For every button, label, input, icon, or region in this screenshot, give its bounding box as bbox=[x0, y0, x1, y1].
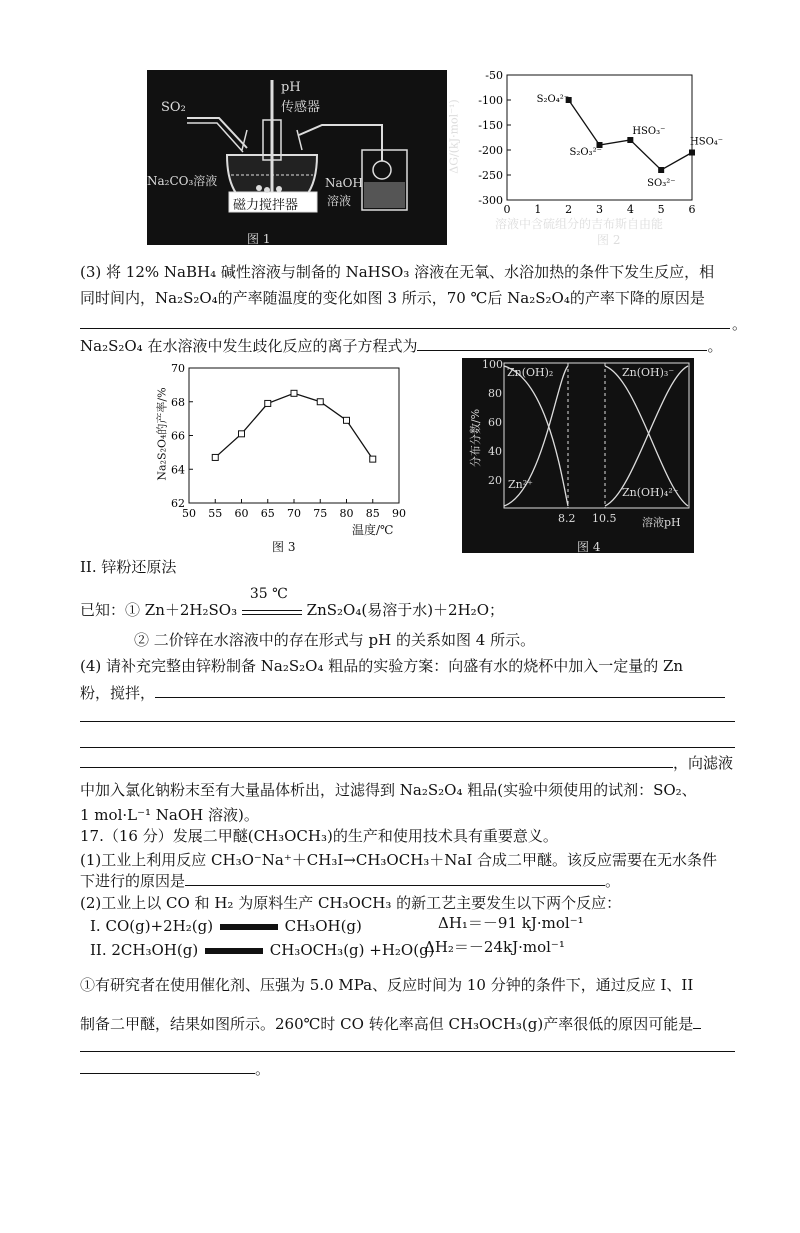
q4-line-1: (4) 请补充完整由锌粉制备 Na₂S₂O₄ 粗品的实验方案：向盛有水的烧杯中加入一定量的 Zn bbox=[80, 657, 684, 675]
q17-answer-blank-1[interactable] bbox=[185, 870, 605, 886]
fig2-point bbox=[689, 150, 695, 156]
fig3-point bbox=[370, 456, 376, 462]
q3-line-4 bbox=[80, 335, 722, 356]
fig2-point bbox=[627, 137, 633, 143]
fig2-xtick: 2 bbox=[565, 203, 573, 216]
figure-1-2-panel bbox=[147, 69, 724, 247]
naoh-solution-label: 溶液 bbox=[327, 194, 352, 208]
q17-p1-end: 。 bbox=[605, 872, 621, 890]
reaction-2 bbox=[90, 940, 435, 960]
q17-answer-blank-2c[interactable] bbox=[80, 1058, 255, 1074]
q4-answer-blank-4[interactable] bbox=[80, 752, 673, 768]
fig2-point-label: SO₃²⁻ bbox=[647, 178, 676, 189]
fig4-ytick-20: 20 bbox=[488, 474, 502, 487]
r2-equilibrium-sign bbox=[205, 948, 263, 954]
fig3-point bbox=[291, 390, 297, 396]
fig3-point bbox=[212, 454, 218, 460]
q3-line-4-text: Na₂S₂O₄ 在水溶液中发生歧化反应的离子方程式为 bbox=[80, 337, 418, 355]
so2-label: SO₂ bbox=[161, 100, 186, 115]
fig3-xtick: 50 bbox=[182, 507, 196, 520]
fig3-ylabel: Na₂S₂O₄的产率/% bbox=[155, 387, 169, 481]
gibbs-chart bbox=[447, 69, 724, 230]
fig4-ytick-60: 60 bbox=[488, 416, 502, 429]
sensor-label: 传感器 bbox=[281, 100, 321, 115]
q4-line-5-end: ，向滤液 bbox=[673, 754, 734, 772]
fig2-ytick: -300 bbox=[478, 194, 503, 207]
r1-left: I. CO(g)+2H₂(g) bbox=[90, 917, 214, 935]
q17-answer-blank-2b[interactable] bbox=[80, 1050, 735, 1052]
fig2-xtick: 1 bbox=[534, 203, 542, 216]
r2-dh: ΔH₂＝－24kJ·mol⁻¹ bbox=[424, 938, 565, 956]
fig4-xlabel: 溶液pH bbox=[642, 516, 681, 529]
fig4-ytick-100: 100 bbox=[482, 358, 503, 371]
q4-answer-blank-1[interactable] bbox=[155, 682, 725, 698]
part-2-title: II. 锌粉还原法 bbox=[80, 558, 177, 576]
fig2-xtick: 4 bbox=[626, 203, 634, 216]
fig2-xtick: 6 bbox=[688, 203, 696, 216]
known-1 bbox=[80, 586, 504, 620]
fig3-xtick: 90 bbox=[392, 507, 406, 520]
q17-c2 bbox=[80, 1013, 701, 1034]
q17-c3 bbox=[80, 1058, 270, 1079]
fig2-point-label: HSO₄⁻ bbox=[690, 136, 724, 148]
fig3-xtick: 55 bbox=[208, 507, 223, 520]
fig4-ytick-80: 80 bbox=[488, 387, 502, 400]
fig3-xlabel: 温度/℃ bbox=[352, 523, 394, 537]
q17-p1b-text: 下进行的原因是 bbox=[80, 872, 186, 890]
q4-line-2 bbox=[80, 682, 725, 703]
q17-heading: 17.（16 分）发展二甲醚(CH₃OCH₃)的生产和使用技术具有重要意义。 bbox=[80, 827, 558, 845]
q4-line-2-text: 粉，搅拌， bbox=[80, 684, 156, 702]
figure-2-caption: 图 2 bbox=[597, 233, 621, 247]
known-prefix: 已知：① bbox=[80, 601, 141, 619]
figure-3 bbox=[157, 358, 412, 553]
q3-line-2: 同时间内，Na₂S₂O₄的产率随温度的变化如图 3 所示，70 ℃后 Na₂S₂O₄的产率下降的原因是 bbox=[80, 289, 705, 307]
figure-4 bbox=[462, 358, 694, 553]
fig3-ytick: 70 bbox=[171, 362, 185, 375]
fig3-ytick: 66 bbox=[171, 429, 185, 443]
q4-line-6: 中加入氯化钠粉末至有大量晶体析出，过滤得到 Na₂S₂O₄ 粗品(实验中须使用的试剂：SO₂、 bbox=[80, 781, 697, 799]
q17-p1a: (1)工业上利用反应 CH₃O⁻Na⁺＋CH₃I→CH₃OCH₃＋NaI 合成二甲醚。该反应需要在无水条件 bbox=[80, 851, 718, 869]
fig4-zn2-label: Zn²⁺ bbox=[508, 478, 533, 491]
fig4-zn-oh2-label: Zn(OH)₂ bbox=[507, 366, 554, 379]
eq1-left: Zn＋2H₂SO₃ bbox=[144, 601, 238, 619]
r2-right: CH₃OCH₃(g) +H₂O(g) bbox=[269, 941, 435, 959]
q4-line-7: 1 mol·L⁻¹ NaOH 溶液)。 bbox=[80, 806, 259, 824]
fig2-point-label: S₂O₃²⁻ bbox=[569, 147, 602, 158]
figure-3-caption: 图 3 bbox=[272, 540, 296, 554]
fig3-ytick: 68 bbox=[171, 395, 185, 409]
q17-p1b bbox=[80, 870, 620, 891]
fig3-point bbox=[317, 399, 323, 405]
fig4-zn-oh4-label: Zn(OH)₄²⁻ bbox=[622, 486, 679, 499]
q4-answer-blank-3[interactable] bbox=[80, 746, 735, 748]
fig3-point bbox=[239, 431, 245, 437]
q17-c2-text: 制备二甲醚，结果如图所示。260℃时 CO 转化率高但 CH₃OCH₃(g)产率很低的原因可能是 bbox=[80, 1015, 694, 1033]
q17-p2: (2)工业上以 CO 和 H₂ 为原料生产 CH₃OCH₃ 的新工艺主要发生以下两个反应： bbox=[80, 894, 622, 912]
q3-answer-blank-2[interactable] bbox=[417, 335, 707, 351]
fig4-ylabel: 分布分数/% bbox=[469, 408, 483, 468]
known-2: ② 二价锌在水溶液中的存在形式与 pH 的关系如图 4 所示。 bbox=[134, 631, 536, 649]
fig3-xtick: 60 bbox=[234, 507, 249, 520]
fig3-xtick: 75 bbox=[313, 507, 328, 520]
fig2-xtick: 0 bbox=[503, 203, 511, 216]
fig2-ytick: -200 bbox=[478, 144, 503, 157]
fig4-xtick-10-5: 10.5 bbox=[592, 512, 617, 525]
fig3-point bbox=[265, 400, 271, 406]
fig2-point-label: HSO₃⁻ bbox=[632, 126, 666, 137]
q3-end-2: 。 bbox=[707, 337, 723, 355]
fig3-xtick: 80 bbox=[339, 507, 354, 520]
figure-4-caption: 图 4 bbox=[577, 540, 601, 554]
fig4-xtick-8-2: 8.2 bbox=[558, 512, 576, 525]
fig3-xtick: 70 bbox=[287, 507, 301, 520]
naoh-label: NaOH bbox=[325, 176, 363, 190]
r1-right: CH₃OH(g) bbox=[284, 917, 362, 935]
fig2-point-label: S₂O₄²⁻ bbox=[536, 94, 570, 105]
fig3-xtick: 65 bbox=[260, 507, 275, 520]
q3-end-1: 。 bbox=[732, 315, 748, 333]
figure-1-caption: 图 1 bbox=[247, 232, 271, 246]
fig2-ylabel: ΔG/(kJ·mol⁻¹) bbox=[447, 99, 461, 174]
fig2-ytick: -150 bbox=[478, 119, 503, 132]
stirrer-label: 磁力搅拌器 bbox=[233, 198, 299, 213]
reaction-1 bbox=[90, 916, 362, 936]
fig4-ytick-40: 40 bbox=[488, 445, 502, 458]
fig3-xtick: 85 bbox=[365, 507, 380, 520]
ph-label: pH bbox=[281, 80, 301, 95]
fig3-ytick: 62 bbox=[171, 497, 185, 510]
fig2-xtick: 3 bbox=[596, 203, 603, 216]
q17-c1: ①有研究者在使用催化剂、压强为 5.0 MPa、反应时间为 10 分钟的条件下，通过反应 I、II bbox=[80, 976, 694, 994]
na2co3-label: Na₂CO₃溶液 bbox=[147, 174, 218, 188]
q3-answer-blank-1[interactable] bbox=[80, 327, 730, 329]
fig2-xlabel: 溶液中含硫组分的吉布斯自由能 bbox=[495, 217, 664, 231]
r1-dh: ΔH₁＝－91 kJ·mol⁻¹ bbox=[438, 914, 584, 932]
q3-line-1: (3) 将 12% NaBH₄ 碱性溶液与制备的 NaHSO₃ 溶液在无氧、水浴加热的条件下发生反应，相 bbox=[80, 263, 715, 281]
q4-line-5 bbox=[80, 752, 733, 773]
fig2-ytick: -100 bbox=[478, 94, 503, 107]
fig3-ytick: 64 bbox=[171, 463, 185, 477]
eq1-right: ZnS₂O₄(易溶于水)＋2H₂O； bbox=[306, 601, 504, 619]
q17-c-end: 。 bbox=[255, 1060, 271, 1078]
eq1-arrow bbox=[242, 586, 302, 615]
fig3-point bbox=[344, 417, 350, 423]
figure-2 bbox=[447, 69, 724, 247]
fig2-ytick: -250 bbox=[478, 169, 503, 182]
r1-equilibrium-sign bbox=[220, 924, 278, 930]
q17-answer-blank-2a[interactable] bbox=[693, 1013, 701, 1029]
r2-left: II. 2CH₃OH(g) bbox=[90, 941, 199, 959]
eq1-condition: 35 ℃ bbox=[249, 586, 288, 602]
fig2-ytick: -50 bbox=[485, 69, 503, 82]
fig2-point bbox=[658, 167, 664, 173]
fig2-xtick: 5 bbox=[657, 203, 665, 216]
q4-answer-blank-2[interactable] bbox=[80, 720, 735, 722]
fig4-zn-oh3-label: Zn(OH)₃⁻ bbox=[622, 366, 675, 379]
